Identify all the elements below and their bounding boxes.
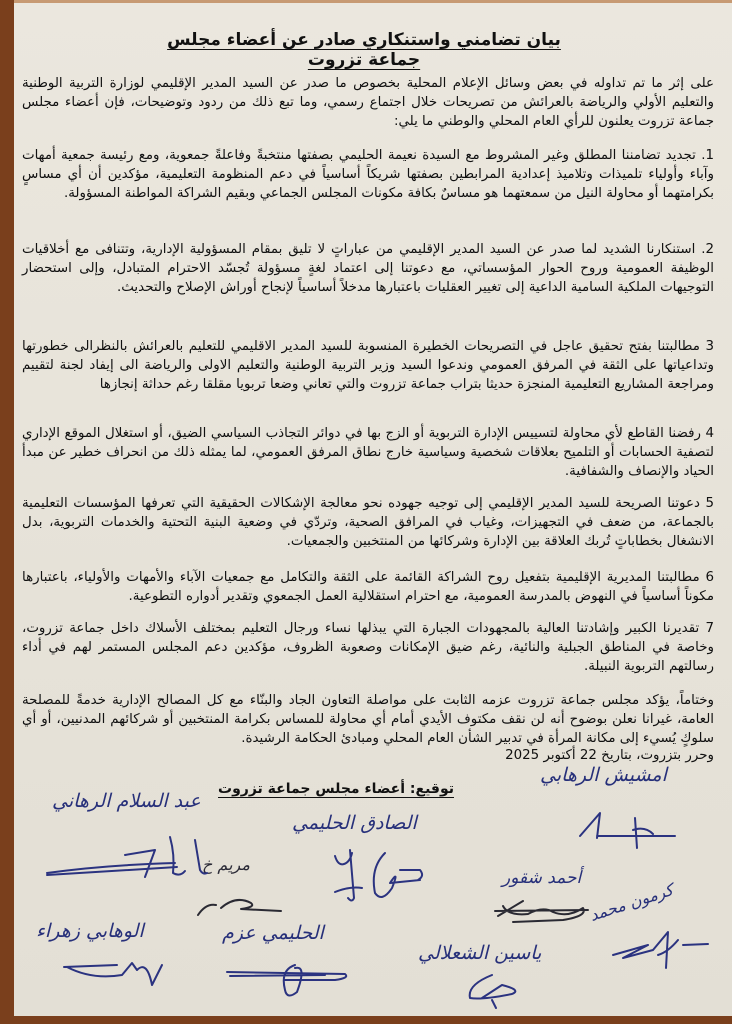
signature-scribble (608, 930, 718, 970)
signature-name: الحليمي عزم (222, 922, 324, 944)
signature-scribble (62, 955, 172, 995)
signature-scribble (462, 970, 532, 1010)
signature-name: امشيش الرهابي (540, 764, 667, 786)
signature-name: أحمد شقور (502, 868, 582, 888)
point-3: 3 مطالبتنا بفتح تحقيق عاجل في التصريحات الخطيرة المنسوبة للسيد المدير الاقليمي للتعليم بالعرائش بالنظرالى خطورتها وتداعياتها على الثقة في المرفق العمومي وندعوا السيد وزير التربية الوطنية والتعليم الاولى والرياضة الى إيفاد لجنة لتقييم ومراجعة المشاريع التعليمية المنجزة حديثا بتراب جماعة تزروت والتي تعاني وضعا تربويا مقلقا رغم حداثة إنجازها (22, 339, 714, 392)
signature-scribble (493, 896, 593, 926)
paper-top-edge (14, 0, 732, 3)
signature-name: عبد السلام الرهاني (52, 790, 201, 812)
signature-name: الصادق الحليمي (292, 812, 417, 834)
point-2: 2. استنكارنا الشديد لما صدر عن السيد المدير الإقليمي من عباراتٍ لا تليق بمقام المسؤولية الإدارية، وتتنافى مع أخلاقيات الوظيفة العمومية وروح الحوار المؤسساتي، مع دعوتنا إلى اعتماد لغةٍ مسؤولة تُجسّد الاحترام المتبادل، وإلى استحضار التوجيهات الملكية السامية الداعية إلى تغيير العقليات باعتبارها مدخلاً أساسياً لإنجاح أوراش الإصلاح والتحديث. (22, 242, 714, 295)
document-title: بيان تضامني واستنكاري صادر عن أعضاء مجلس جماعة تزروت (167, 30, 561, 70)
signature-name: الوهابي زهراء (36, 920, 144, 942)
signature-scribble (575, 808, 685, 848)
signature-name: مريم خ (202, 855, 250, 874)
point-6: 6 مطالبتنا المديرية الإقليمية بتفعيل روح الشراكة القائمة على الثقة والتكامل مع جمعيات الآباء والأمهات والأولياء، باعتبارها مكوناً أساسياً في النهوض بالمدرسة العمومية، مع احترام استقلالية العمل الجمعوي وتقدير أدواره التطوعية. (22, 570, 714, 604)
point-5: 5 دعوتنا الصريحة للسيد المدير الإقليمي إلى توجيه جهوده نحو معالجة الإشكالات الحقيقية التي تعرفها المؤسسات التعليمية بالجماعة، من ضعف في التجهيزات، وغياب في المرافق الصحية، وتردّي في وضعية البنية التحتية والخدمات التربوية، بدل الانشغال بخطاباتٍ تُربك العلاقة بين الإدارة وشركائها من المنتخبين والجمعيات. (22, 496, 714, 549)
signature-scribble (330, 848, 430, 908)
intro-paragraph: على إثر ما تم تداوله في بعض وسائل الإعلام المحلية بخصوص ما صدر عن السيد المدير الإقليمي لوزارة التربية الوطنية والتعليم الأولي والرياضة بالعرائش من تصريحات خلال اجتماع رسمي، وما تبع ذلك من ردود وتوضيحات، فإن أعضاء مجلس جماعة تزروت يعلنون للرأي العام المحلي والوطني ما يلي: (22, 76, 714, 129)
signature-scribble (225, 960, 355, 1005)
point-7: 7 تقديرنا الكبير وإشادتنا العالية بالمجهودات الجبارة التي يبذلها نساء ورجال التعليم بمختلف الأسلاك داخل جماعة تزروت، وخاصة في المناطق الجبلية والنائية، رغم ضيق الإمكانات وصعوبة الظروف، مؤكدين دعم المجلس المستمر لهم في أداء رسالتهم التربوية النبيلة. (22, 621, 714, 674)
signature-heading: توقيع: أعضاء مجلس جماعة تزروت (218, 781, 454, 797)
closing-paragraph: وختاماً، يؤكد مجلس جماعة تزروت عزمه الثابت على مواصلة التعاون الجاد والبنّاء مع كل المصالح الإدارية خدمةً للمصلحة العامة، غيرانا نعلن بوضوح أنه لن نقف مكتوف الأيدي أمام أي محاولة للمساس بكرامة المنتخبين أو شركائهم المدنيين، أو أي سلوكٍ يُسيء إلى مكانة المرأة في تدبير الشأن العام المحلي ومبادئ الحكامة الرشيدة. (22, 693, 714, 746)
signature-name: كرمون محمد (587, 880, 676, 925)
signature-scribble (45, 835, 185, 880)
signature-scribble (196, 893, 286, 921)
date-line: وحرر بتزروت، بتاريخ 22 أكتوبر 2025 (505, 748, 714, 763)
point-4: 4 رفضنا القاطع لأي محاولة لتسييس الإدارة التربوية أو الزج بها في دوائر التجاذب السياسي الضيق، أو استغلال الموقع الإداري لتصفية الحسابات أو التلميح بعلاقات شخصية وسياسية خارج نطاق المرفق العمومي، لما يمثله ذلك من انحراف خطير عن مبدأ الحياد والإنصاف والشفافية. (22, 426, 714, 479)
signature-name: ياسين الشعلالي (418, 942, 542, 964)
point-1: 1. تجديد تضامننا المطلق وغير المشروط مع السيدة نعيمة الحليمي بصفتها منتخبةً وفاعلةً جمعوية، ومع رئيسة جمعية أمهات وآباء وأولياء تلميذات وتلاميذ إعدادية المرابطين بصفتها شريكاً أساسياً في دعم المنظومة التعليمية، مؤكدين أن أي مساسٍ بكرامتهما أو محاولة النيل من سمعتهما هو مساسٌ بكافة مكونات المجلس الجماعي وبقيم الشراكة المواطنة المسؤولة. (22, 148, 714, 201)
